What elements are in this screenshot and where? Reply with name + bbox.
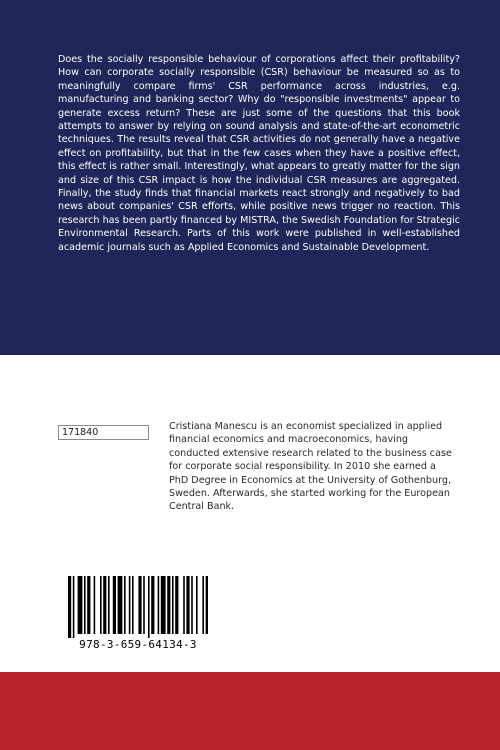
isbn-number: 978-3-659-64134-3	[79, 638, 197, 651]
barcode	[58, 570, 218, 654]
barcode-bar	[124, 576, 126, 634]
barcode-bar	[206, 576, 208, 634]
barcode-bar	[196, 576, 198, 634]
barcode-bar	[158, 576, 160, 634]
barcode-bar	[143, 576, 145, 634]
barcode-bar	[103, 576, 106, 634]
barcode-bar	[84, 576, 86, 634]
barcode-bar	[129, 576, 131, 634]
barcode-bars	[68, 576, 208, 638]
book-description: Does the socially responsible behaviour of corporations affect their profitability? How can corporate socially responsible (CSR) behaviour be measured so as to meaningfully compare firms' CSR performance across industries, e.g. manufacturing and banking sector? Why do "responsible investments" appear to generate excess return? These are just some of the questions that this book attempts to answer by relying on sound analysis and state-of-the-art econometric techniques. The results reveal that CSR activities do not generally have a negative effect on profitability, but that in the few cases when they have a positive effect, this effect is rather small. Interestingly, what appears to greatly matter for the sign and size of this CSR impact is how the individual CSR measures are aggregated. Finally, the study finds that financial markets react strongly and negatively to bad news about companies' CSR efforts, while positive news trigger no reaction. This research has been partly financed by MISTRA, the Swedish Foundation for Strategic Environmental Research. Parts of this work were published in well-established academic journals such as Applied Economics and Sustainable Development.	[58, 54, 460, 253]
barcode-bar	[167, 576, 170, 634]
barcode-bar	[175, 576, 178, 634]
barcode-bar	[78, 576, 83, 634]
top-panel	[0, 0, 500, 355]
barcode-bar	[138, 576, 141, 634]
barcode-bar	[73, 576, 75, 638]
barcode-bar	[132, 576, 134, 634]
barcode-bar	[172, 576, 174, 634]
barcode-bar	[68, 576, 71, 638]
barcode-bar	[191, 576, 193, 634]
barcode-bar	[108, 576, 110, 634]
barcode-bar	[94, 576, 96, 634]
barcode-bar	[113, 576, 116, 634]
barcode-bar	[202, 576, 204, 634]
barcode-bar	[118, 576, 123, 634]
barcode-bar	[148, 576, 150, 638]
barcode-bar	[186, 576, 189, 634]
barcode-bar	[100, 576, 102, 634]
bottom-band	[0, 672, 500, 750]
barcode-bar	[183, 576, 185, 634]
product-code: 171840	[58, 425, 149, 440]
barcode-bar	[151, 576, 154, 634]
author-bio: Cristiana Manescu is an economist specialized in applied financial economics and macroeconomics, having conducted extensive research related to the business case for corporate social responsibility. In 2010 she earned a PhD Degree in Economics at the University of Gothenburg, Sweden. Afterwards, she started working for the European Central Bank.	[169, 421, 452, 513]
barcode-bar	[87, 576, 90, 634]
barcode-bar	[161, 576, 166, 634]
